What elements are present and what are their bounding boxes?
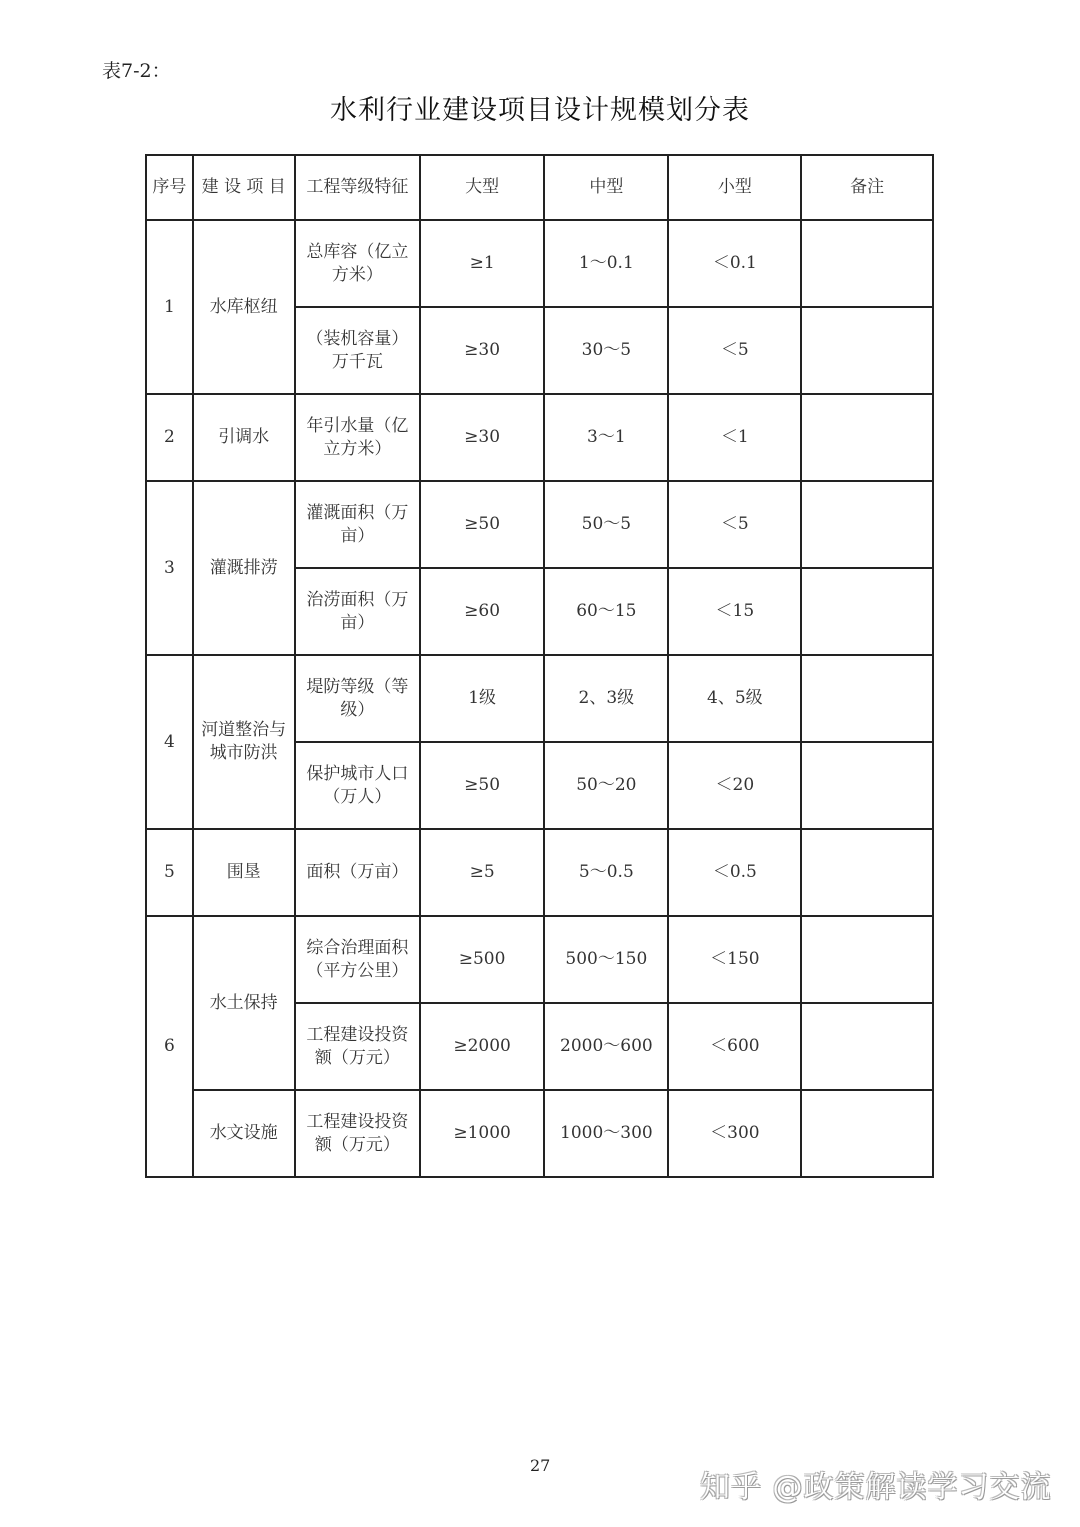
row-medium: 2000～600 (544, 1003, 668, 1090)
row-large: ≥1000 (420, 1090, 544, 1177)
row-small: ＜20 (668, 742, 801, 829)
row-feature: 综合治理面积（平方公里） (295, 916, 420, 1003)
row-large: ≥30 (420, 394, 544, 481)
design-scale-table (145, 154, 934, 1178)
row-small: ＜15 (668, 568, 801, 655)
row-small: ＜1 (668, 394, 801, 481)
watermark: 知乎 @政策解读学习交流 (700, 1470, 1052, 1505)
table-row (146, 481, 933, 568)
row-note (801, 220, 933, 307)
row-note (801, 916, 933, 1003)
table-row (146, 394, 933, 481)
row-feature: 工程建设投资额（万元） (295, 1090, 420, 1177)
row-medium: 500～150 (544, 916, 668, 1003)
row-feature: 保护城市人口（万人） (295, 742, 420, 829)
row-note (801, 1003, 933, 1090)
row-note (801, 829, 933, 916)
row-large: ≥5 (420, 829, 544, 916)
table-row (146, 220, 933, 307)
row-feature: 年引水量（亿立方米） (295, 394, 420, 481)
row-medium: 50～20 (544, 742, 668, 829)
row-large: ≥50 (420, 481, 544, 568)
row-note (801, 568, 933, 655)
row-large: ≥50 (420, 742, 544, 829)
row-small: 4、5级 (668, 655, 801, 742)
row-project: 河道整治与城市防洪 (193, 655, 295, 829)
header-note: 备注 (801, 155, 933, 220)
page-title: 水利行业建设项目设计规模划分表 (330, 95, 750, 126)
row-project: 水土保持 (193, 916, 295, 1090)
row-large: ≥30 (420, 307, 544, 394)
row-project: 灌溉排涝 (193, 481, 295, 655)
table-header-row (146, 155, 933, 220)
row-project: 水库枢纽 (193, 220, 295, 394)
row-medium: 60～15 (544, 568, 668, 655)
row-no: 2 (146, 394, 193, 481)
row-feature: （装机容量）万千瓦 (295, 307, 420, 394)
row-small: ＜0.1 (668, 220, 801, 307)
header-feature: 工程等级特征 (295, 155, 420, 220)
table-caption: 表7-2： (102, 60, 171, 82)
row-small: ＜600 (668, 1003, 801, 1090)
header-small: 小型 (668, 155, 801, 220)
header-large: 大型 (420, 155, 544, 220)
row-feature: 治涝面积（万亩） (295, 568, 420, 655)
row-medium: 2、3级 (544, 655, 668, 742)
row-no: 1 (146, 220, 193, 394)
row-feature: 面积（万亩） (295, 829, 420, 916)
row-feature: 工程建设投资额（万元） (295, 1003, 420, 1090)
row-no: 6 (146, 916, 193, 1177)
row-project: 围垦 (193, 829, 295, 916)
table-row (146, 655, 933, 742)
header-no: 序号 (146, 155, 193, 220)
row-small: ＜5 (668, 481, 801, 568)
row-feature: 灌溉面积（万亩） (295, 481, 420, 568)
row-small: ＜0.5 (668, 829, 801, 916)
page-number: 27 (530, 1456, 551, 1475)
row-large: ≥500 (420, 916, 544, 1003)
row-note (801, 307, 933, 394)
row-large: ≥60 (420, 568, 544, 655)
row-large: ≥2000 (420, 1003, 544, 1090)
table-row (146, 829, 933, 916)
row-large: ≥1 (420, 220, 544, 307)
row-feature: 总库容（亿立方米） (295, 220, 420, 307)
row-small: ＜150 (668, 916, 801, 1003)
row-medium: 3～1 (544, 394, 668, 481)
table-row (146, 916, 933, 1003)
table-row (146, 1090, 933, 1177)
row-medium: 1000～300 (544, 1090, 668, 1177)
row-small: ＜300 (668, 1090, 801, 1177)
row-no: 4 (146, 655, 193, 829)
row-note (801, 481, 933, 568)
row-medium: 1～0.1 (544, 220, 668, 307)
row-medium: 5～0.5 (544, 829, 668, 916)
row-note (801, 655, 933, 742)
row-note (801, 1090, 933, 1177)
header-project: 建 设 项 目 (193, 155, 295, 220)
row-project: 引调水 (193, 394, 295, 481)
row-project: 水文设施 (193, 1090, 295, 1177)
header-medium: 中型 (544, 155, 668, 220)
row-note (801, 394, 933, 481)
row-no: 5 (146, 829, 193, 916)
row-medium: 50～5 (544, 481, 668, 568)
row-medium: 30～5 (544, 307, 668, 394)
row-large: 1级 (420, 655, 544, 742)
row-note (801, 742, 933, 829)
row-no: 3 (146, 481, 193, 655)
row-small: ＜5 (668, 307, 801, 394)
row-feature: 堤防等级（等级） (295, 655, 420, 742)
